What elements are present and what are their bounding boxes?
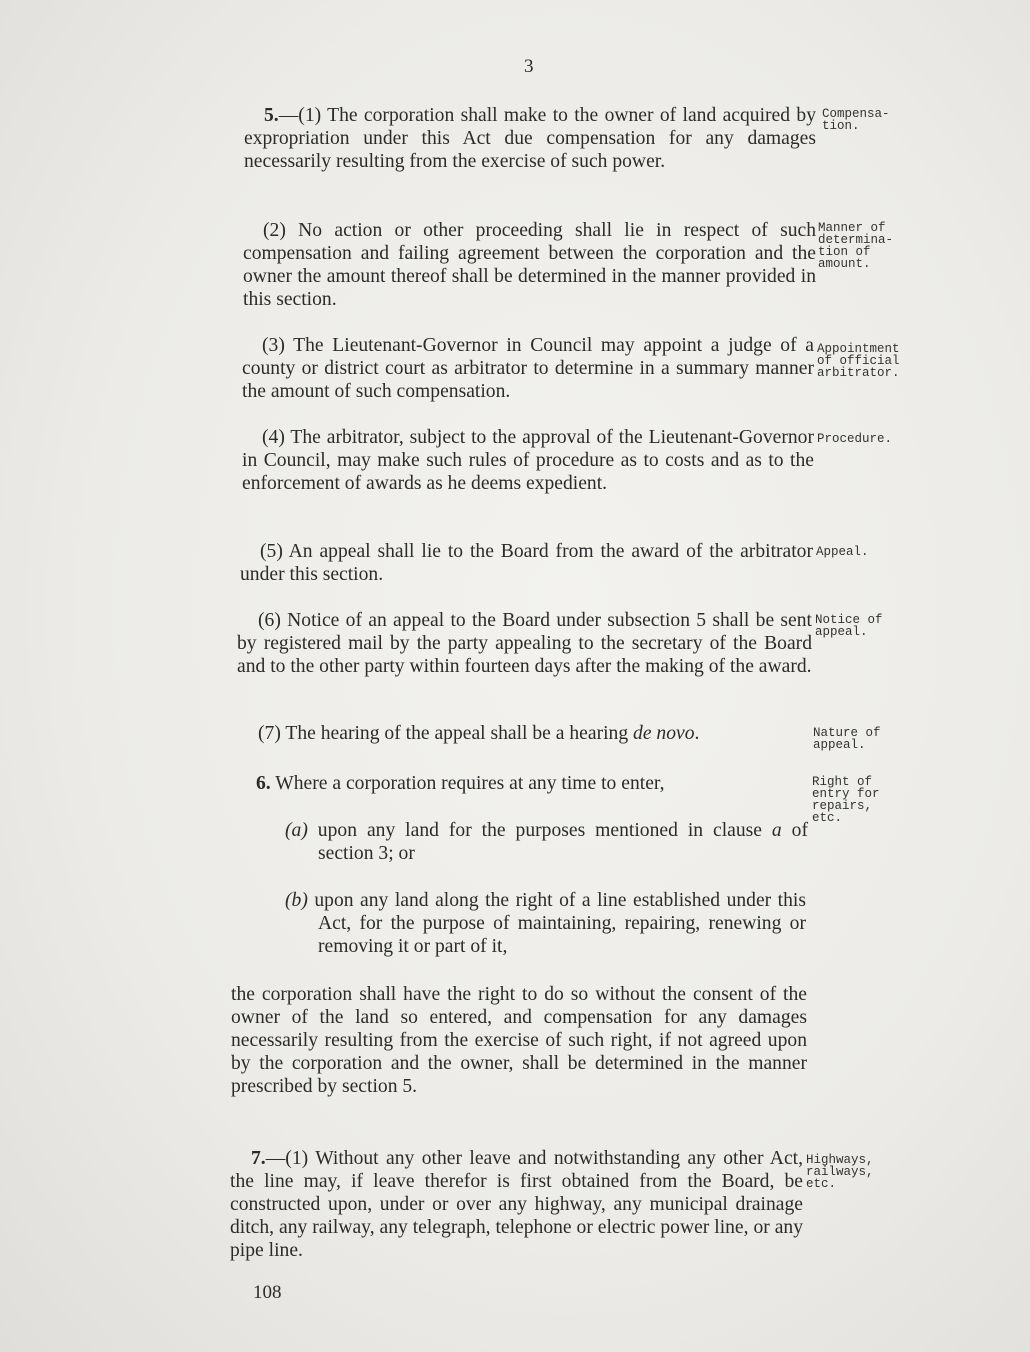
latin-term: de novo (633, 723, 695, 744)
margin-note-appointment: Appointment of official arbitrator. (817, 342, 900, 380)
section-text: Where a corporation requires at any time to enter, (270, 773, 665, 794)
clause-reference: a (771, 820, 782, 841)
section-5-subsection-1 (244, 104, 816, 173)
section-number: 7. (251, 1148, 266, 1169)
margin-note-compensation: Compensa- tion. (822, 107, 890, 133)
section-6-intro (256, 772, 816, 795)
margin-note-manner-of-determination: Manner of determina- tion of amount. (818, 221, 894, 271)
margin-note-highways: Highways, railways, etc. (806, 1153, 874, 1191)
section-7-subsection-1 (230, 1147, 803, 1262)
section-6-clause-b (285, 889, 806, 958)
section-5-subsection-6: (6) Notice of an appeal to the Board under subsection 5 shall be sent by registered mail by the party appealing to the secretary of the Board and to the other party within fourteen days after the making of the award. (237, 610, 812, 677)
section-text-end: . (694, 723, 700, 744)
clause-label: (b) (285, 890, 308, 911)
section-text: —(1) Without any other leave and notwithstanding any other Act, the line may, if leave therefor is first obtained from the Board, be constructed upon, under or over any highway, any municipal drainage ditch, any railway, any telegraph, telephone or electric power line, or any pipe line. (230, 1148, 803, 1261)
section-number: 5. (264, 105, 279, 126)
margin-note-procedure: Procedure. (817, 432, 893, 446)
section-5-subsection-2: (2) No action or other proceeding shall lie in respect of such compensation and failing agreement between the corporation and the owner the amount thereof shall be determined in the manner provided in this section. (243, 220, 816, 310)
section-number: 6. (256, 773, 271, 794)
section-5-subsection-5: (5) An appeal shall lie to the Board from the award of the arbitrator under this section. (240, 541, 813, 585)
section-5-subsection-3: (3) The Lieutenant-Governor in Council may appoint a judge of a county or district court as arbitrator to determine in a summary manner the amount of such compensation. (242, 335, 814, 402)
section-text: —(1) The corporation shall make to the owner of land acquired by expropriation under this Act due compensation for any damages necessarily resulting from the exercise of such power. (244, 105, 816, 172)
clause-text: upon any land along the right of a line established under this Act, for the purpose of maintaining, repairing, renewing or removing it or part of it, (307, 890, 806, 957)
section-5-subsection-4: (4) The arbitrator, subject to the approval of the Lieutenant-Governor in Council, may make such rules of procedure as to costs and as to the enforcement of awards as he deems expedient. (242, 427, 814, 494)
clause-text: upon any land for the purposes mentioned in clause (307, 820, 772, 841)
page-number: 3 (524, 56, 534, 77)
section-5-subsection-7 (237, 722, 812, 745)
clause-text-end: of section 3; or (318, 820, 808, 864)
section-text: (7) The hearing of the appeal shall be a hearing (258, 723, 634, 744)
margin-note-nature-of-appeal: Nature of appeal. (813, 726, 881, 752)
clause-label: (a) (285, 820, 308, 841)
margin-note-appeal: Appeal. (816, 545, 869, 559)
section-6-clause-a (285, 819, 808, 865)
margin-note-right-of-entry: Right of entry for repairs, etc. (812, 775, 880, 825)
page-footer-number: 108 (253, 1282, 282, 1303)
section-6-conclusion: the corporation shall have the right to do so without the consent of the owner of the land so entered, and compensation for any damages necessarily resulting from the exercise of such right, if not agreed upon by the corporation and the owner, shall be determined in the manner prescribed by section 5. (231, 984, 807, 1097)
margin-note-notice-of-appeal: Notice of appeal. (815, 613, 883, 639)
